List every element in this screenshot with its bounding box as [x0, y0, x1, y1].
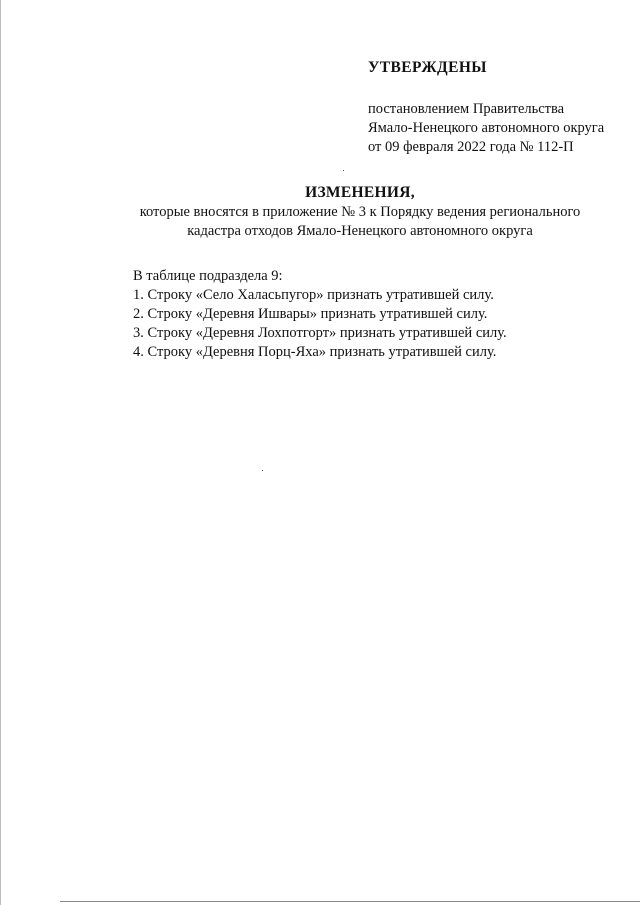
heading-subtitle-line: кадастра отходов Ямало-Ненецкого автономного округа [187, 223, 533, 239]
scan-bottom-edge [60, 901, 640, 902]
document-body [133, 267, 613, 362]
heading-title: ИЗМЕНЕНИЯ, [305, 184, 415, 201]
list-item: 1. Строку «Село Халасьпугор» признать утратившей силу. [133, 287, 494, 303]
approval-title: УТВЕРЖДЕНЫ [368, 59, 487, 76]
scan-speck [343, 170, 344, 171]
approval-line: постановлением Правительства [368, 101, 565, 117]
scan-speck [262, 470, 263, 471]
document-heading [0, 183, 640, 241]
heading-subtitle-line: которые вносятся в приложение № 3 к Порядку ведения регионального [139, 204, 581, 220]
approval-line: Ямало-Ненецкого автономного округа [368, 120, 605, 136]
list-item: 4. Строку «Деревня Порц-Яха» признать утратившей силу. [133, 344, 497, 360]
approval-block [368, 58, 630, 157]
body-intro: В таблице подраздела 9: [133, 268, 283, 284]
list-item: 2. Строку «Деревня Ишвары» признать утратившей силу. [133, 306, 488, 322]
amendment-list [133, 286, 613, 362]
list-item: 3. Строку «Деревня Лохпотгорт» признать утратившей силу. [133, 325, 507, 341]
scan-left-edge [0, 0, 1, 905]
approval-line: от 09 февраля 2022 года № 112-П [368, 139, 574, 155]
